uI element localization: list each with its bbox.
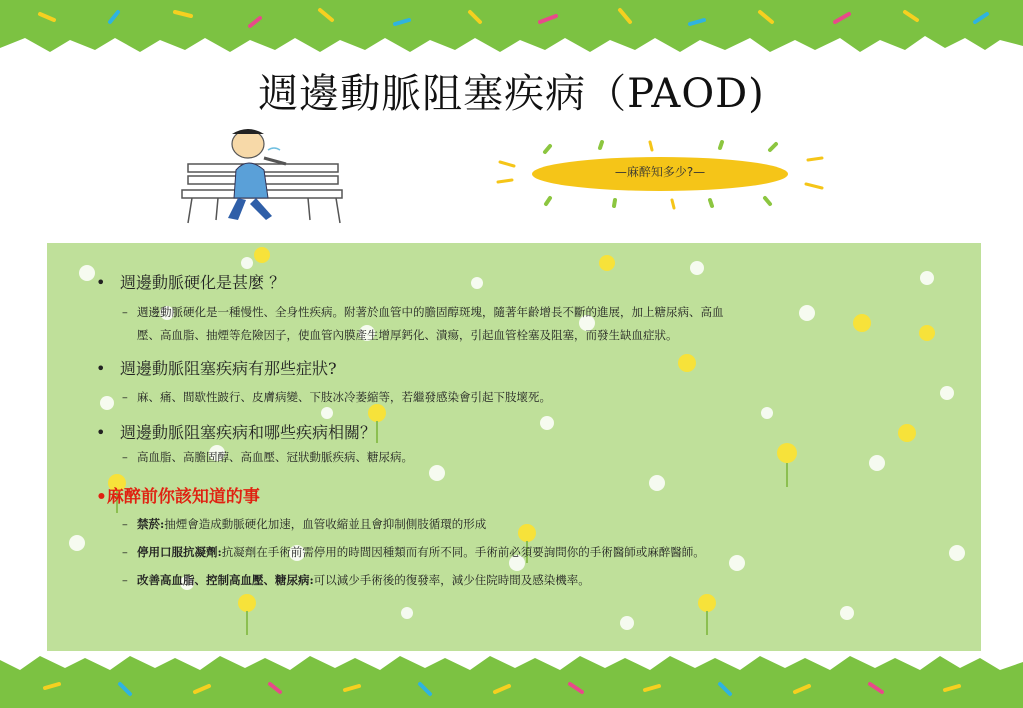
dash-marker: –: [122, 517, 128, 531]
bullet-heading-text: 麻醉前你該知道的事: [106, 487, 260, 507]
dash-marker: –: [122, 545, 128, 559]
bullet-dot: •: [96, 423, 106, 442]
sub-bullet-text: 可以減少手術後的復發率，減少住院時間及感染機率。: [313, 573, 590, 587]
sub-bullet-text: 抗凝劑在手術前需停用的時間因種類而有所不同。手術前必須要詢問你的手術醫師或麻醉醫師。: [221, 545, 705, 559]
sun-label: —麻醉知多少?—: [614, 165, 706, 179]
bullet-heading-text: 週邊動脈阻塞疾病有那些症狀?: [120, 359, 337, 378]
sub-bullet-bold: 改善高血脂、控制高血壓、糖尿病:: [137, 573, 314, 587]
sub-bullet: [122, 513, 942, 536]
sub-bullet-text: 麻、痛、間歇性跛行、皮膚病變、下肢冰冷萎縮等，若繼發感染會引起下肢壞死。: [137, 390, 551, 404]
bullet-heading-text: 週邊動脈阻塞疾病和哪些疾病相關？: [120, 423, 377, 442]
sub-bullet-text-cont: 壓、高血脂、抽煙等危險因子，使血管內膜產生增厚鈣化、潰瘍，引起血管栓塞及阻塞，而發生缺血症狀。: [137, 328, 678, 342]
sub-bullet: [122, 541, 942, 564]
bullet-heading: [96, 270, 285, 293]
dash-marker: –: [122, 573, 128, 587]
top-grass-border: [0, 0, 1023, 60]
bullet-heading-highlight: [96, 482, 260, 507]
man-on-bench-illustration: [178, 128, 348, 228]
dash-marker: –: [122, 305, 128, 319]
bullet-dot: •: [96, 273, 106, 292]
page-title: 週邊動脈阻塞疾病（PAOD): [258, 71, 765, 117]
sub-bullet: [122, 569, 942, 592]
sub-bullet-text: 週邊動脈硬化是一種慢性、全身性疾病。附著於血管中的膽固醇斑塊，隨著年齡增長不斷的進展，加上糖尿病、高血: [137, 305, 724, 319]
sub-bullet-text: 抽煙會造成動脈硬化加速，血管收縮並且會抑制側肢循環的形成: [164, 517, 487, 531]
bottom-grass-border: [0, 648, 1023, 708]
bullet-heading: [96, 420, 376, 443]
bullet-dot: •: [96, 487, 107, 507]
dash-marker: –: [122, 390, 128, 404]
sub-bullet: [122, 301, 942, 347]
bullet-heading: [96, 356, 337, 379]
sub-bullet-text: 高血脂、高膽固醇、高血壓、冠狀動脈疾病、糖尿病。: [137, 450, 413, 464]
bullet-dot: •: [96, 359, 106, 378]
sub-bullet: [122, 446, 942, 469]
sub-bullet: [122, 386, 942, 409]
sub-bullet-bold: 停用口服抗凝劑:: [137, 545, 222, 559]
sub-bullet-bold: 禁菸:: [137, 517, 165, 531]
dash-marker: –: [122, 450, 128, 464]
bullet-heading-text: 週邊動脈硬化是甚麼 ？: [120, 273, 286, 292]
